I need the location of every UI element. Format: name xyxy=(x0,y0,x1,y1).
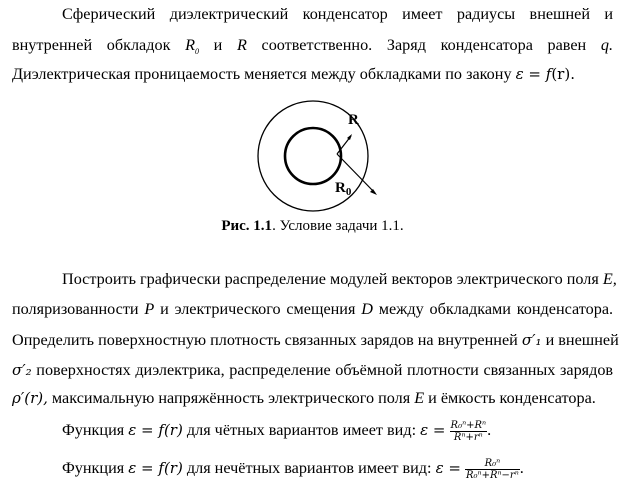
caption-label: Рис. 1.1 xyxy=(221,218,273,234)
word: связанных xyxy=(284,331,357,349)
label-r0-letter: R xyxy=(335,180,346,196)
word: и xyxy=(545,331,555,349)
word: распределение xyxy=(229,361,331,379)
symbol-r: R xyxy=(236,36,247,54)
word: графически xyxy=(140,270,221,288)
symbol-d: D xyxy=(361,300,373,318)
word: обкладками xyxy=(429,300,511,318)
symbol-e: E xyxy=(414,389,425,407)
word: конденсатора. xyxy=(516,300,614,318)
word: радиусы xyxy=(456,5,516,23)
max-field-text: максимальную напряжённость электрического поля xyxy=(51,389,411,407)
function-even xyxy=(62,417,613,443)
word: внешней xyxy=(558,331,619,349)
p2-line4 xyxy=(12,360,613,380)
word: зарядов xyxy=(559,361,614,379)
word: смещения xyxy=(286,300,356,318)
word: диэлектрика, xyxy=(135,361,225,379)
p1-line2 xyxy=(12,35,613,62)
word: конденсатора xyxy=(440,36,533,54)
word: внешней xyxy=(529,5,591,23)
word: внутренней xyxy=(437,331,518,349)
word: поля xyxy=(566,270,599,288)
word: зарядов xyxy=(360,331,414,349)
word: Сферический xyxy=(62,5,156,23)
formula: ε = f(r) xyxy=(128,459,183,477)
caption-text: . Условие задачи 1.1. xyxy=(272,218,404,234)
word: диэлектрический xyxy=(169,5,289,23)
lhs: ε = xyxy=(435,459,461,477)
word: и xyxy=(160,300,169,318)
word: имеет xyxy=(402,5,443,23)
word: Построить xyxy=(62,270,136,288)
word: внутренней xyxy=(12,36,93,54)
function-odd xyxy=(62,455,613,481)
numerator: R₀ⁿ xyxy=(465,458,520,470)
word: обкладок xyxy=(106,36,171,54)
symbol-p: P xyxy=(144,300,155,318)
word: соответственно. xyxy=(261,36,373,54)
f-symbol: f xyxy=(545,65,552,83)
label-r0-sub: 0 xyxy=(345,186,352,198)
formula: ε = f(r) xyxy=(128,421,183,439)
word: связанных xyxy=(483,361,556,379)
label-r: R xyxy=(348,112,359,128)
denominator: Rⁿ+rⁿ xyxy=(453,431,483,443)
word: модулей xyxy=(330,270,388,288)
law-formula xyxy=(516,65,575,83)
sigma1: σ′₁ xyxy=(521,331,542,349)
word: поверхностную xyxy=(98,331,207,349)
sigma2: σ′₂ xyxy=(12,361,32,379)
denominator: R₀ⁿ+Rⁿ−rⁿ xyxy=(466,469,519,481)
symbol-r0 xyxy=(185,36,199,57)
word: на xyxy=(417,331,434,349)
word: плотность xyxy=(210,331,281,349)
capacitance-text: и ёмкость конденсатора. xyxy=(428,389,596,407)
word: электрического xyxy=(174,300,281,318)
argument: (r). xyxy=(551,65,575,83)
symbol-q: q. xyxy=(600,36,614,54)
word: Определить xyxy=(12,331,95,349)
fraction-odd xyxy=(465,458,520,481)
p2-line2 xyxy=(12,299,613,319)
symbol-r0-sub: 0 xyxy=(194,47,199,57)
word: равен xyxy=(547,36,587,54)
inner-sphere xyxy=(285,128,341,184)
symbol-r0-letter: R xyxy=(185,36,195,54)
word: объёмной xyxy=(335,361,403,379)
p1-line1 xyxy=(62,4,613,24)
word: электрического xyxy=(456,270,563,288)
word: Функция xyxy=(62,459,125,477)
capacitor-figure xyxy=(250,93,380,213)
p1-line3 xyxy=(12,64,613,84)
label-r0 xyxy=(335,180,352,198)
law-text: Диэлектрическая проницаемость меняется между обкладками по закону xyxy=(12,65,512,83)
period: . xyxy=(519,459,524,477)
p2-line1 xyxy=(62,269,617,289)
word: плотности xyxy=(407,361,479,379)
word: векторов xyxy=(391,270,453,288)
equals: = xyxy=(523,65,546,83)
rho: ρ′(r), xyxy=(12,389,48,407)
lhs: ε = xyxy=(420,421,446,439)
fraction-even xyxy=(450,420,488,443)
word: Заряд xyxy=(386,36,426,54)
period: . xyxy=(487,421,492,439)
figure-caption xyxy=(0,218,625,235)
word: поляризованности xyxy=(12,300,139,318)
word: и xyxy=(604,5,614,23)
word: между xyxy=(378,300,424,318)
p2-line3 xyxy=(12,330,619,350)
numerator: R₀ⁿ+Rⁿ xyxy=(450,419,487,431)
word: Функция xyxy=(62,421,125,439)
word: и xyxy=(213,36,223,54)
word: для нечётных вариантов имеет вид: xyxy=(186,459,432,477)
p2-line5 xyxy=(12,388,613,408)
symbol-e: E, xyxy=(602,270,617,288)
word: для чётных вариантов имеет вид: xyxy=(186,421,417,439)
word: распределение xyxy=(224,270,326,288)
word: конденсатор xyxy=(302,5,388,23)
epsilon: ε xyxy=(515,65,524,83)
word: поверхностях xyxy=(36,361,131,379)
